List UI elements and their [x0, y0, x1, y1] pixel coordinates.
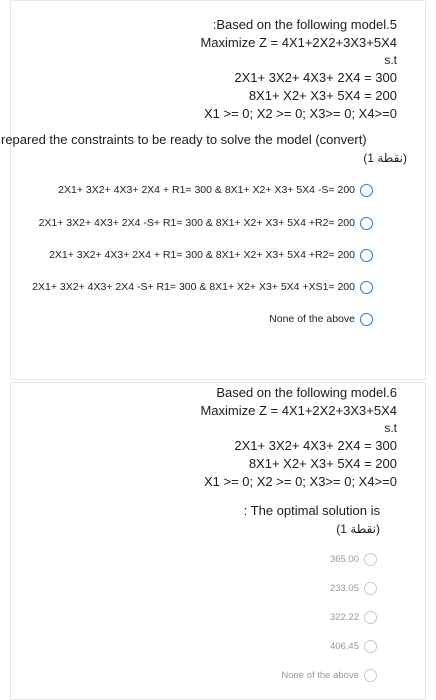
objective-function: Maximize Z = 4X1+2X2+3X3+5X4	[200, 35, 397, 50]
radio-button[interactable]	[360, 217, 373, 230]
question-card-6	[10, 382, 426, 700]
points-label: (1 نقطة)	[363, 151, 407, 165]
option-label: None of the above	[281, 670, 359, 681]
option-label: 2X1+ 3X2+ 4X3+ 2X4 -S+ R1= 300 & 8X1+ X2+ X3+ 5X4 +R2= 200	[38, 217, 355, 229]
radio-button[interactable]	[360, 249, 373, 262]
model-statement	[171, 17, 397, 121]
points-label: (1 نقطة)	[336, 522, 380, 536]
non-negativity-constraint: X1 >= 0; X2 >= 0; X3>= 0; X4>=0	[204, 474, 397, 489]
option-label: 2X1+ 3X2+ 4X3+ 2X4 -S+ R1= 300 & 8X1+ X2+ X3+ 5X4 +XS1= 200	[32, 281, 355, 293]
radio-button[interactable]	[364, 553, 377, 566]
option-label: None of the above	[269, 313, 355, 325]
radio-button[interactable]	[360, 184, 373, 197]
question-title: :Based on the following model.5	[212, 17, 397, 32]
question-text: repared the constraints to be ready to solve the model (convert)	[1, 132, 367, 147]
radio-button[interactable]	[364, 611, 377, 624]
radio-button[interactable]	[364, 669, 377, 682]
subject-to-label: s.t	[384, 53, 397, 67]
non-negativity-constraint: X1 >= 0; X2 >= 0; X3>= 0; X4>=0	[204, 106, 397, 121]
option-label: 233.05	[329, 583, 359, 594]
option-label: 2X1+ 3X2+ 4X3+ 2X4 + R1= 300 & 8X1+ X2+ X3+ 5X4 +R2= 200	[49, 249, 355, 261]
question-text: : The optimal solution is	[243, 503, 380, 518]
question-title: Based on the following model.6	[216, 385, 397, 400]
option-label: 322.22	[329, 612, 359, 623]
constraint-1: 2X1+ 3X2+ 4X3+ 2X4 = 300	[234, 438, 397, 453]
objective-function: Maximize Z = 4X1+2X2+3X3+5X4	[200, 403, 397, 418]
model-statement	[171, 385, 397, 489]
constraint-1: 2X1+ 3X2+ 4X3+ 2X4 = 300	[234, 70, 397, 85]
constraint-2: 8X1+ X2+ X3+ 5X4 = 200	[248, 456, 397, 471]
option-label: 2X1+ 3X2+ 4X3+ 2X4 + R1= 300 & 8X1+ X2+ X3+ 5X4 -S= 200	[58, 184, 355, 196]
constraint-2: 8X1+ X2+ X3+ 5X4 = 200	[248, 88, 397, 103]
radio-button[interactable]	[360, 313, 373, 326]
subject-to-label: s.t	[384, 421, 397, 435]
radio-button[interactable]	[364, 582, 377, 595]
question-card-5	[1, 0, 426, 380]
radio-button[interactable]	[360, 281, 373, 294]
option-label: 365.00	[329, 554, 359, 565]
option-label: 406.45	[329, 641, 359, 652]
radio-button[interactable]	[364, 640, 377, 653]
